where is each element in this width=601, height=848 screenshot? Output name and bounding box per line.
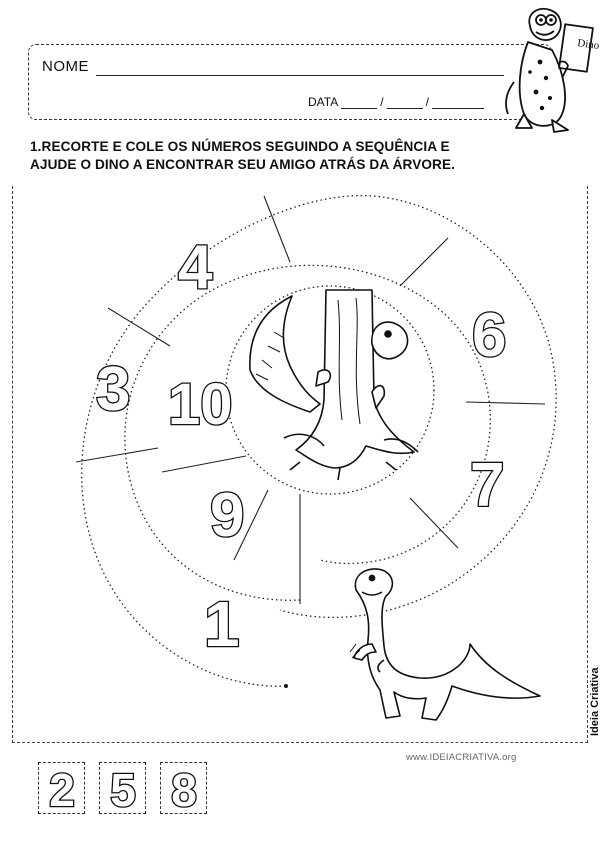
cut-out-number-5: 5 <box>109 764 136 816</box>
spiral-number-4: 4 <box>178 233 213 302</box>
sign-lettering: Dino <box>576 37 601 53</box>
spiral-number-3: 3 <box>96 355 131 424</box>
date-slash: / <box>425 95 429 109</box>
spiral-number-9: 9 <box>210 481 245 550</box>
cut-out-number-2: 2 <box>48 764 75 816</box>
website-url: www.IDEIACRIATIVA.org <box>406 752 517 763</box>
cut-out-tile[interactable] <box>160 762 207 814</box>
date-label: DATA <box>308 95 339 109</box>
instruction-line-2: AJUDE O DINO A ENCONTRAR SEU AMIGO ATRÁS DA ÁRVORE. <box>30 157 456 172</box>
spiral-number-7: 7 <box>470 451 505 520</box>
date-slash: / <box>380 95 384 109</box>
name-label: NOME <box>42 58 89 75</box>
tree-with-hidden-dino-illustration <box>250 290 418 480</box>
spiral-number-10: 10 <box>168 372 233 437</box>
cut-out-tile[interactable] <box>38 762 85 814</box>
walking-dinosaur-illustration <box>350 569 540 720</box>
instruction-line-1: 1.RECORTE E COLE OS NÚMEROS SEGUINDO A SEQUÊNCIA E <box>30 139 450 154</box>
cut-out-tiles <box>38 762 207 814</box>
spiral-number-6: 6 <box>472 301 507 370</box>
spiral-number-1: 1 <box>204 588 240 660</box>
cut-out-tile[interactable] <box>99 762 146 814</box>
cut-out-number-8: 8 <box>170 764 197 816</box>
side-credit: Ideia Criativa <box>589 667 601 736</box>
